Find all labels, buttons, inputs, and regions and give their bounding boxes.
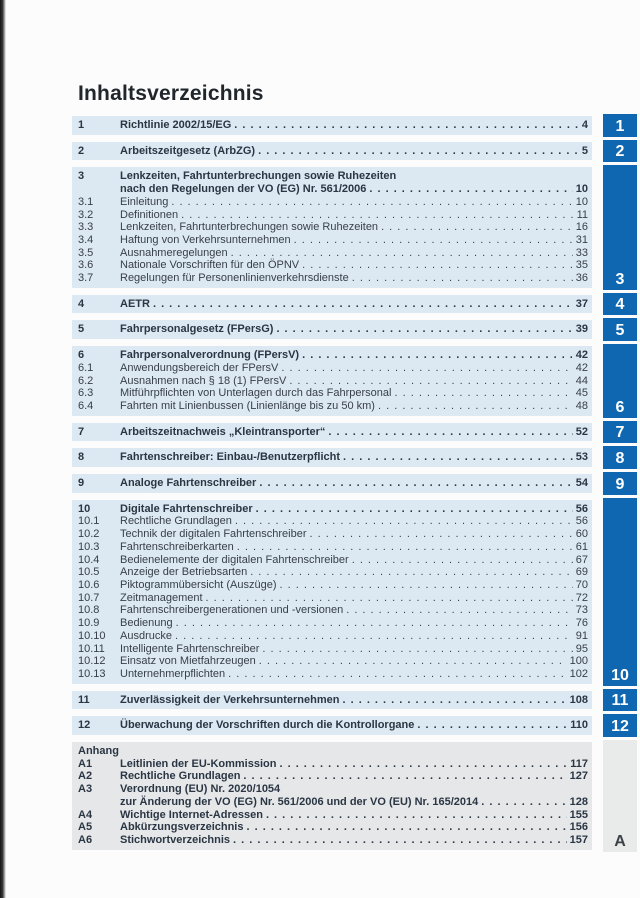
entry-page-number: 53 xyxy=(575,451,588,464)
toc-entry xyxy=(78,119,588,132)
toc-section-band xyxy=(72,142,592,161)
entry-number: 10.9 xyxy=(78,617,100,630)
entry-number: 3.5 xyxy=(78,246,94,259)
dot-leader xyxy=(310,528,573,541)
dot-leader xyxy=(153,298,573,311)
toc-entry xyxy=(78,234,588,247)
dot-leader xyxy=(302,349,573,362)
entry-title: Einsatz von Mietfahrzeugen xyxy=(120,655,256,668)
entry-number: A5 xyxy=(78,821,93,834)
chapter-tab-1 xyxy=(603,114,637,137)
entry-number: 6 xyxy=(78,349,85,362)
toc-entry xyxy=(78,349,588,362)
entry-number: A2 xyxy=(78,770,93,783)
entry-page-number: 52 xyxy=(575,425,588,438)
toc-entry xyxy=(78,694,588,707)
chapter-tab-label: 1 xyxy=(615,117,625,135)
dot-leader xyxy=(231,247,573,260)
entry-page-number: 67 xyxy=(575,553,588,566)
entry-title: Arbeitszeitgesetz (ArbZG) xyxy=(120,144,256,157)
entry-title: Stichwortverzeichnis xyxy=(120,833,231,846)
entry-number: 10.12 xyxy=(78,655,106,668)
dot-leader xyxy=(289,375,572,388)
entry-title: zur Änderung der VO (EG) Nr. 561/2006 und der VO (EU) Nr. 165/2014 xyxy=(120,795,479,808)
dot-leader xyxy=(342,694,566,707)
entry-number: 10.3 xyxy=(78,540,100,553)
dot-leader xyxy=(181,209,573,222)
toc-section-band xyxy=(72,742,592,850)
dot-leader xyxy=(262,643,572,656)
chapter-tab-10 xyxy=(603,498,637,686)
toc-section-list xyxy=(72,116,592,850)
entry-title: Definitionen xyxy=(120,208,179,221)
dot-leader xyxy=(481,796,566,809)
dot-leader xyxy=(256,503,573,516)
dot-leader xyxy=(352,554,573,567)
toc-entry xyxy=(78,770,588,783)
entry-title: Abkürzungsverzeichnis xyxy=(120,821,244,834)
toc-entry xyxy=(78,579,588,592)
toc-entry xyxy=(78,592,588,605)
toc-entry xyxy=(78,809,588,822)
dot-leader xyxy=(302,259,573,272)
toc-entry xyxy=(78,604,588,617)
entry-number: 3.1 xyxy=(78,195,94,208)
toc-entry xyxy=(78,758,588,771)
chapter-tab-label: 5 xyxy=(615,322,625,340)
chapter-tab-label: 4 xyxy=(615,296,625,314)
entry-number: 10.7 xyxy=(78,591,100,604)
toc-section-band xyxy=(72,295,592,314)
entry-page-number: 48 xyxy=(575,399,588,412)
toc-entry xyxy=(78,451,588,464)
entry-number: 12 xyxy=(78,719,91,732)
toc-entry xyxy=(78,834,588,847)
entry-page-number: 31 xyxy=(575,233,588,246)
entry-page-number: 60 xyxy=(575,528,588,541)
chapter-tab-11 xyxy=(603,689,637,712)
scan-edge-artifact xyxy=(0,0,6,898)
toc-section-band xyxy=(72,448,592,467)
chapter-tab-3 xyxy=(603,165,637,289)
entry-title: Bedienelemente der digitalen Fahrtenschreiber xyxy=(120,553,349,566)
entry-number: 10.8 xyxy=(78,604,100,617)
entry-title: Unternehmerpflichten xyxy=(120,667,226,680)
toc-entry xyxy=(78,221,588,234)
entry-number: A3 xyxy=(78,783,93,796)
chapter-tab-7 xyxy=(603,421,637,444)
entry-number: 11 xyxy=(78,693,90,706)
chapter-tab-5 xyxy=(603,318,637,341)
toc-entry xyxy=(78,554,588,567)
entry-number: 8 xyxy=(78,451,85,464)
entry-title: Wichtige Internet-Adressen xyxy=(120,808,263,821)
entry-page-number: 44 xyxy=(575,374,588,387)
entry-page-number: 76 xyxy=(575,617,588,630)
entry-title: Technik der digitalen Fahrtenschreiber xyxy=(120,528,307,541)
dot-leader xyxy=(259,655,567,668)
toc-entry xyxy=(78,796,588,809)
entry-number: 3.2 xyxy=(78,208,94,221)
dot-leader xyxy=(235,515,573,528)
entry-page-number: 127 xyxy=(569,770,588,783)
entry-page-number: 100 xyxy=(569,655,588,668)
toc-entry xyxy=(78,183,588,196)
entry-page-number: 16 xyxy=(575,221,588,234)
dot-leader xyxy=(234,119,579,132)
toc-entry xyxy=(78,668,588,681)
entry-page-number: 102 xyxy=(569,667,588,680)
toc-section-band xyxy=(72,691,592,710)
dot-leader xyxy=(243,770,566,783)
entry-number: 3.7 xyxy=(78,272,94,285)
chapter-tab-A xyxy=(603,740,637,852)
chapter-tab-label: 3 xyxy=(615,270,625,288)
toc-section-band xyxy=(72,423,592,442)
entry-title: Fahrtenschreiberkarten xyxy=(120,540,234,553)
entry-number: 10.5 xyxy=(78,566,100,579)
entry-page-number: 91 xyxy=(575,629,588,642)
toc-section-band xyxy=(72,716,592,735)
entry-page-number: 72 xyxy=(575,591,588,604)
entry-page-number: 69 xyxy=(575,566,588,579)
entry-number: 10.2 xyxy=(78,528,100,541)
entry-title: AETR xyxy=(120,297,150,310)
dot-leader xyxy=(279,758,567,771)
dot-leader xyxy=(369,183,572,196)
toc-entry xyxy=(78,145,588,158)
entry-title: Ausdrucke xyxy=(120,629,172,642)
toc-entry xyxy=(78,617,588,630)
entry-page-number: 42 xyxy=(575,361,588,374)
entry-number: 10.10 xyxy=(78,629,106,642)
toc-entry xyxy=(78,655,588,668)
dot-leader xyxy=(266,809,567,822)
toc-entry xyxy=(78,541,588,554)
entry-page-number: 73 xyxy=(575,604,588,617)
entry-title: Haftung von Verkehrsunternehmen xyxy=(120,233,291,246)
entry-page-number: 157 xyxy=(569,833,588,846)
entry-number: 6.4 xyxy=(78,399,94,412)
toc-entry xyxy=(78,503,588,516)
entry-title: Zeitmanagement xyxy=(120,591,203,604)
entry-number: 9 xyxy=(78,477,85,490)
entry-title: Ausnahmeregelungen xyxy=(120,246,228,259)
toc-entry xyxy=(78,259,588,272)
chapter-tab-8 xyxy=(603,446,637,469)
dot-leader xyxy=(294,234,573,247)
entry-title: Fahrpersonalverordnung (FPersV) xyxy=(120,349,300,362)
toc-entry xyxy=(78,247,588,260)
toc-entry xyxy=(78,528,588,541)
entry-page-number: 5 xyxy=(581,144,588,157)
chapter-tab-label: 8 xyxy=(615,450,625,468)
entry-page-number: 56 xyxy=(575,502,588,515)
dot-leader xyxy=(346,604,573,617)
dot-leader xyxy=(280,579,573,592)
chapter-tab-label: 9 xyxy=(615,475,625,493)
dot-leader xyxy=(233,834,567,847)
entry-number: 3 xyxy=(78,170,85,183)
toc-section-band xyxy=(72,167,592,287)
entry-number: 6.1 xyxy=(78,361,94,374)
entry-number: 10.6 xyxy=(78,578,100,591)
toc-section-band xyxy=(72,320,592,339)
toc-entry xyxy=(78,426,588,439)
toc-content xyxy=(72,82,592,857)
entry-title: Analoge Fahrtenschreiber xyxy=(120,477,257,490)
entry-page-number: 33 xyxy=(575,246,588,259)
entry-page-number: 54 xyxy=(575,477,588,490)
toc-entry xyxy=(78,323,588,336)
entry-title: Regelungen für Personenlinienverkehrsdienste xyxy=(120,272,349,285)
entry-page-number: 155 xyxy=(569,808,588,821)
dot-leader xyxy=(228,668,566,681)
dot-leader xyxy=(259,477,572,490)
entry-number: 1 xyxy=(78,119,85,131)
entry-page-number: 10 xyxy=(575,195,588,208)
entry-page-number: 95 xyxy=(575,642,588,655)
entry-title: Lenkzeiten, Fahrtunterbrechungen sowie Ruhezeiten xyxy=(120,170,397,183)
dot-leader xyxy=(378,400,573,413)
dot-leader xyxy=(206,592,573,605)
entry-title: Fahrten mit Linienbussen (Linienlänge bis zu 50 km) xyxy=(120,399,375,412)
dot-leader xyxy=(381,221,573,234)
entry-page-number: 108 xyxy=(569,693,588,706)
entry-page-number: 56 xyxy=(575,515,588,528)
toc-entry xyxy=(78,783,588,796)
entry-page-number: 35 xyxy=(575,259,588,272)
chapter-tab-12 xyxy=(603,714,637,737)
toc-section-band xyxy=(72,116,592,135)
entry-page-number: 4 xyxy=(581,119,588,131)
toc-entry xyxy=(78,196,588,209)
toc-entry xyxy=(78,170,588,183)
toc-entry xyxy=(78,400,588,413)
entry-title: nach den Regelungen der VO (EG) Nr. 561/2006 xyxy=(120,183,367,196)
entry-page-number: 128 xyxy=(569,795,588,808)
chapter-tab-label: 11 xyxy=(611,692,629,710)
entry-page-number: 110 xyxy=(570,719,588,732)
toc-entry xyxy=(78,821,588,834)
dot-leader xyxy=(343,451,573,464)
entry-number: 10 xyxy=(78,502,91,515)
chapter-tab-6 xyxy=(603,344,637,418)
entry-title: Fahrpersonalgesetz (FPersG) xyxy=(120,323,274,336)
toc-entry xyxy=(78,209,588,222)
entry-page-number: 70 xyxy=(575,578,588,591)
entry-page-number: 36 xyxy=(575,272,588,285)
entry-page-number: 10 xyxy=(575,183,588,196)
entry-title: Nationale Vorschriften für den ÖPNV xyxy=(120,259,300,272)
toc-entry xyxy=(78,515,588,528)
entry-number: 6.3 xyxy=(78,387,94,400)
dot-leader xyxy=(237,541,573,554)
toc-section-band xyxy=(72,500,592,684)
entry-number: A6 xyxy=(78,833,93,846)
entry-number: 10.13 xyxy=(78,667,106,680)
dot-leader xyxy=(394,387,572,400)
chapter-tab-label: 2 xyxy=(615,143,625,161)
chapter-tab-4 xyxy=(603,293,637,316)
dot-leader xyxy=(281,362,572,375)
entry-number: 10.11 xyxy=(78,642,105,655)
toc-entry xyxy=(78,362,588,375)
chapter-tab-label: 6 xyxy=(615,398,625,416)
toc-entry xyxy=(78,375,588,388)
toc-entry xyxy=(78,387,588,400)
entry-page-number: 61 xyxy=(575,540,588,553)
entry-number: 3.4 xyxy=(78,233,94,246)
toc-section-band xyxy=(72,346,592,416)
toc-entry xyxy=(78,719,588,732)
entry-title: Piktogrammübersicht (Auszüge) xyxy=(120,578,277,591)
chapter-tab-label: A xyxy=(614,832,626,850)
entry-title: Rechtliche Grundlagen xyxy=(120,515,232,528)
entry-number: A1 xyxy=(78,757,93,770)
entry-number: 3.6 xyxy=(78,259,94,272)
toc-section-band xyxy=(72,474,592,493)
entry-title: Überwachung der Vorschriften durch die Kontrollorgane xyxy=(120,719,415,732)
entry-page-number: 156 xyxy=(569,821,588,834)
entry-page-number: 45 xyxy=(575,387,588,400)
toc-entry xyxy=(78,643,588,656)
entry-number: 3.3 xyxy=(78,221,94,234)
toc-entry xyxy=(78,566,588,579)
entry-title: Leitlinien der EU-Kommission xyxy=(120,757,277,770)
chapter-tab-label: 12 xyxy=(611,718,629,736)
chapter-tab-9 xyxy=(603,472,637,495)
chapter-tab-label: 7 xyxy=(615,424,625,442)
entry-number: 7 xyxy=(78,425,85,438)
entry-title: Digitale Fahrtenschreiber xyxy=(120,502,253,515)
entry-page-number: 37 xyxy=(575,297,588,310)
entry-number: 10.4 xyxy=(78,553,100,566)
entry-page-number: 42 xyxy=(575,349,588,362)
entry-title: Fahrtenschreibergenerationen und -versionen xyxy=(120,604,344,617)
anhang-header: Anhang xyxy=(78,745,119,758)
toc-entry xyxy=(78,630,588,643)
entry-title: Einleitung xyxy=(120,195,169,208)
dot-leader xyxy=(250,566,573,579)
dot-leader xyxy=(175,630,573,643)
entry-title: Anzeige der Betriebsarten xyxy=(120,566,248,579)
entry-number: 6.2 xyxy=(78,374,94,387)
chapter-tab-2 xyxy=(603,140,637,163)
entry-number: A4 xyxy=(78,808,93,821)
entry-number: 2 xyxy=(78,144,85,157)
entry-title: Anwendungsbereich der FPersV xyxy=(120,361,279,374)
dot-leader xyxy=(171,196,572,209)
entry-title: Richtlinie 2002/15/EG xyxy=(120,119,232,131)
entry-title: Rechtliche Grundlagen xyxy=(120,770,241,783)
entry-title: Lenkzeiten, Fahrtunterbrechungen sowie Ruhezeiten xyxy=(120,221,379,234)
entry-title: Zuverlässigkeit der Verkehrsunternehmen xyxy=(120,693,340,706)
entry-title: Fahrtenschreiber: Einbau-/Benutzerpflicht xyxy=(120,451,341,464)
entry-title: Bedienung xyxy=(120,617,173,630)
entry-title: Intelligente Fahrtenschreiber xyxy=(120,642,260,655)
chapter-tab-label: 10 xyxy=(611,666,629,684)
dot-leader xyxy=(417,719,567,732)
chapter-tab-column xyxy=(603,0,637,898)
entry-page-number: 117 xyxy=(570,757,588,770)
entry-page-number: 11 xyxy=(576,208,588,221)
entry-title: Ausnahmen nach § 18 (1) FPersV xyxy=(120,374,287,387)
entry-page-number: 39 xyxy=(575,323,588,336)
dot-leader xyxy=(258,145,579,158)
dot-leader xyxy=(246,821,566,834)
entry-title: Mitführpflichten von Unterlagen durch das Fahrpersonal xyxy=(120,387,392,400)
page-title: Inhaltsverzeichnis xyxy=(78,82,264,105)
dot-leader xyxy=(352,272,573,285)
dot-leader xyxy=(276,323,572,336)
entry-number: 4 xyxy=(78,297,85,310)
entry-number: 5 xyxy=(78,323,85,336)
toc-entry xyxy=(78,272,588,285)
toc-entry xyxy=(78,477,588,490)
dot-leader xyxy=(328,426,572,439)
entry-number: 10.1 xyxy=(78,515,100,528)
toc-entry xyxy=(78,298,588,311)
entry-title: Verordnung (EU) Nr. 2020/1054 xyxy=(120,783,281,796)
entry-title: Arbeitszeitnachweis „Kleintransporter“ xyxy=(120,425,326,438)
dot-leader xyxy=(176,617,573,630)
